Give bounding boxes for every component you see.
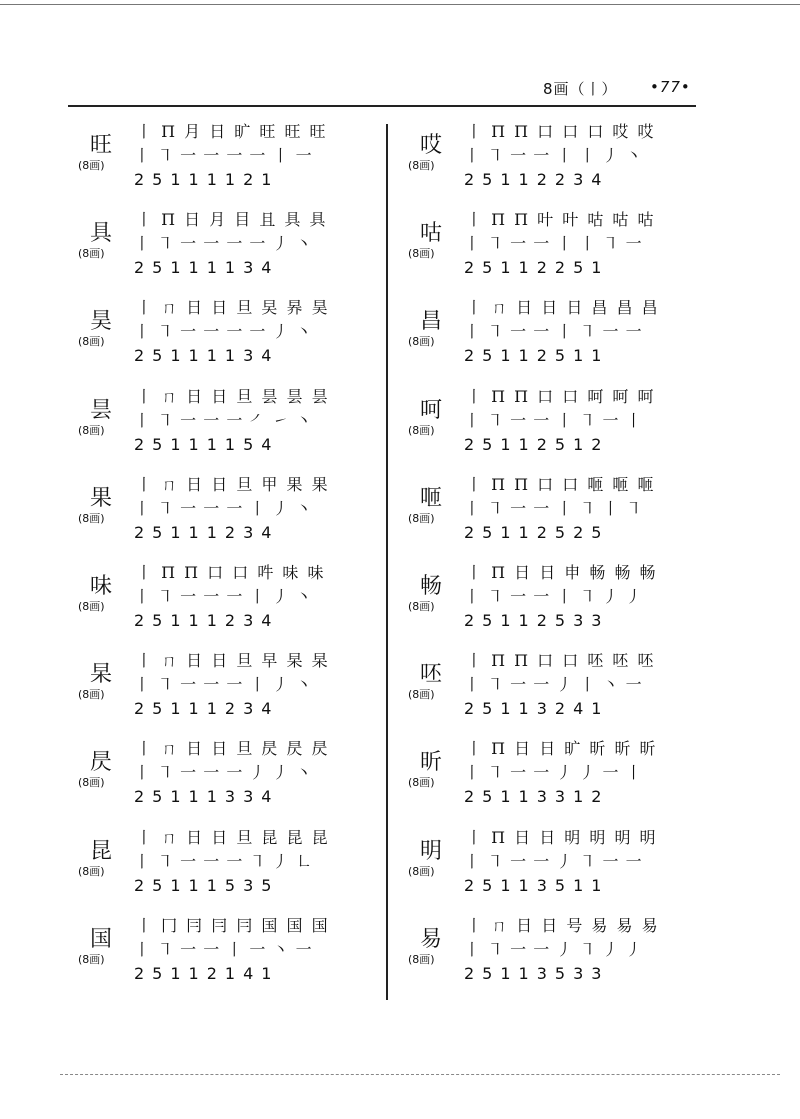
stroke-count-note: (8画): [78, 159, 105, 172]
entry-character: 昃: [90, 750, 113, 776]
stroke-numbers: 25111121: [134, 170, 280, 189]
character-entry: [408, 737, 738, 821]
character-entry: [408, 208, 738, 292]
character-entry: [78, 561, 408, 645]
stroke-numbers: 25112533: [464, 611, 610, 630]
stroke-sequence: 丨 П П 口 口 咂 咂 咂: [466, 474, 656, 494]
stroke-shapes: 丨 ㇕ 一 一 丿 ㇕ 一 一: [464, 851, 643, 871]
entry-character: 具: [90, 221, 113, 247]
stroke-shapes: 丨 ㇕ 一 一 丿 丨 丶 一: [464, 675, 643, 695]
stroke-shapes: 丨 ㇕ 一 一 丨 一 丶 一: [134, 939, 313, 959]
stroke-numbers: 25112234: [464, 170, 610, 189]
stroke-count-note: (8画): [78, 776, 105, 790]
character-entry: [78, 649, 408, 733]
entry-character: 哎: [420, 133, 443, 158]
entry-character: 咂: [420, 485, 443, 511]
stroke-shapes: 丨 ㇕ 一 一 丨 ㇕ 一 一: [464, 322, 643, 342]
character-entry: [408, 473, 738, 557]
stroke-numbers: 25111154: [134, 434, 280, 454]
entry-character: 昆: [90, 838, 113, 864]
stroke-shapes: 丨 ㇕ 一 一 一 丨 丿 丶: [134, 587, 313, 606]
stroke-sequence: 丨 П 日 日 明 明 明 明: [466, 827, 658, 847]
stroke-shapes: 丨 ㇕ 一 一 一 丿 丿 丶: [134, 763, 313, 783]
stroke-sequence: 丨 ㄇ 日 日 旦 昃 昃 昃: [136, 739, 330, 759]
entry-character: 果: [90, 485, 113, 511]
entry-character: 明: [420, 838, 443, 864]
stroke-numbers: 25111134: [134, 346, 280, 366]
entry-character: 呵: [420, 397, 443, 423]
stroke-count-note: (8画): [408, 688, 435, 702]
stroke-count-note: (8画): [78, 335, 105, 349]
header-rule: [68, 105, 696, 107]
stroke-sequence: 丨 ㄇ 日 日 旦 昆 昆 昆: [136, 827, 330, 847]
stroke-shapes: 丨 ㇕ 一 一 一 一 丿 丶: [134, 234, 313, 254]
stroke-numbers: 25112251: [464, 258, 610, 278]
stroke-shapes: 丨 ㇕ 一 一 一 ㇒ ㇀ 丶: [134, 410, 313, 430]
entry-character: 杲: [90, 662, 113, 688]
stroke-numbers: 25112511: [464, 346, 610, 366]
stroke-shapes: 丨 ㇕ 一 一 丨 丨 ㇕ 一: [464, 234, 643, 254]
stroke-count-note: (8画): [408, 952, 435, 966]
stroke-shapes: 丨 ㇕ 一 一 一 ㇕ 丿 ㇗: [134, 851, 313, 871]
stroke-sequence: 丨 П П 口 口 口 哎 哎: [466, 122, 656, 141]
stroke-numbers: 25112141: [134, 963, 280, 983]
stroke-shapes: 丨 ㇕ 一 一 丿 ㇕ 丿 丿: [464, 939, 643, 959]
stroke-sequence: 丨 П П 口 口 呵 呵 呵: [466, 386, 656, 406]
stroke-count-note: (8画): [78, 247, 105, 261]
stroke-count-note: (8画): [408, 159, 435, 172]
stroke-shapes: 丨 ㇕ 一 一 丿 丿 一 丨: [464, 763, 643, 783]
stroke-count-note: (8画): [408, 423, 435, 437]
stroke-numbers: 25113511: [464, 875, 610, 895]
stroke-sequence: 丨 冂 冃 冃 冃 国 国 国: [136, 915, 330, 935]
stroke-sequence: 丨 П П 口 口 呸 呸 呸: [466, 651, 656, 671]
stroke-numbers: 25112512: [464, 434, 610, 454]
stroke-count-note: (8画): [78, 688, 105, 702]
stroke-count-note: (8画): [408, 247, 435, 261]
page-number: •77•: [650, 78, 691, 96]
stroke-shapes: 丨 ㇕ 一 一 丨 丨 丿 丶: [464, 146, 643, 165]
bottom-dashed-line: [60, 1074, 780, 1075]
entry-character: 昌: [420, 309, 443, 335]
stroke-numbers: 25111334: [134, 787, 280, 807]
stroke-sequence: 丨 ㄇ 日 日 日 昌 昌 昌: [466, 298, 660, 318]
stroke-count-note: (8画): [78, 952, 105, 966]
stroke-count-note: (8画): [408, 864, 435, 878]
entry-character: 呸: [420, 662, 443, 688]
stroke-sequence: 丨 ㄇ 日 日 旦 旲 昦 昊: [136, 298, 330, 318]
stroke-sequence: 丨 ㄇ 日 日 旦 昙 昙 昙: [136, 386, 330, 406]
character-entry: [78, 914, 408, 998]
stroke-count-note: (8画): [408, 511, 435, 525]
stroke-sequence: 丨 ㄇ 日 日 旦 早 杲 杲: [136, 651, 330, 671]
stroke-sequence: 丨 П 月 日 旷 旺 旺 旺: [136, 122, 328, 141]
character-entry: [78, 473, 408, 557]
stroke-numbers: 25111535: [134, 875, 280, 895]
stroke-sequence: 丨 П 日 日 申 畅 畅 畅: [466, 563, 658, 582]
stroke-shapes: 丨 ㇕ 一 一 一 一 丿 丶: [134, 322, 313, 342]
entry-character: 咕: [420, 221, 443, 247]
character-entry: [408, 120, 738, 204]
stroke-numbers: 25111234: [134, 522, 280, 542]
character-entry: [408, 649, 738, 733]
stroke-count-note: (8画): [408, 335, 435, 349]
stroke-count-note: (8画): [78, 423, 105, 437]
stroke-shapes: 丨 ㇕ 一 一 丨 ㇕ 丨 ㇕: [464, 498, 643, 518]
stroke-sequence: 丨 ㄇ 日 日 号 易 易 易: [466, 915, 660, 935]
stroke-shapes: 丨 ㇕ 一 一 一 一 丨 一: [134, 146, 313, 165]
stroke-numbers: 25112525: [464, 522, 610, 542]
stroke-sequence: 丨 П П 叶 叶 咕 咕 咕: [466, 210, 656, 230]
stroke-sequence: 丨 П 日 日 旷 昕 昕 昕: [466, 739, 658, 759]
entry-character: 昕: [420, 750, 443, 776]
entry-character: 国: [90, 926, 113, 952]
stroke-shapes: 丨 ㇕ 一 一 一 丨 丿 丶: [134, 498, 313, 518]
stroke-sequence: 丨 П 日 月 目 且 具 具: [136, 210, 328, 230]
stroke-sequence: 丨 ㄇ 日 日 旦 甲 果 果: [136, 474, 330, 494]
entry-character: 昊: [90, 309, 113, 335]
stroke-numbers: 25113312: [464, 787, 610, 807]
stroke-shapes: 丨 ㇕ 一 一 丨 ㇕ 丿 丿: [464, 587, 643, 606]
stroke-numbers: 25111234: [134, 699, 280, 719]
character-entry: [78, 208, 408, 292]
character-entry: [408, 296, 738, 380]
character-entry: [408, 914, 738, 998]
character-entry: [408, 826, 738, 910]
character-entry: [408, 561, 738, 645]
entry-character: 畅: [420, 574, 443, 599]
character-entry: [78, 120, 408, 204]
stroke-shapes: 丨 ㇕ 一 一 一 丨 丿 丶: [134, 675, 313, 695]
stroke-count-note: (8画): [408, 776, 435, 790]
stroke-numbers: 25111134: [134, 258, 280, 278]
character-entry: [78, 737, 408, 821]
stroke-count-note: (8画): [78, 600, 105, 613]
section-header: 8画（丨）: [543, 80, 618, 98]
stroke-count-note: (8画): [408, 600, 435, 613]
entry-character: 旺: [90, 133, 113, 158]
stroke-numbers: 25113533: [464, 963, 610, 983]
stroke-count-note: (8画): [78, 511, 105, 525]
character-entry: [78, 826, 408, 910]
stroke-count-note: (8画): [78, 864, 105, 878]
entry-character: 味: [90, 574, 113, 599]
stroke-sequence: 丨 П П 口 口 吽 味 味: [136, 563, 326, 582]
stroke-numbers: 25113241: [464, 699, 610, 719]
entry-character: 昙: [90, 397, 113, 423]
top-border-line: [0, 4, 800, 5]
character-entry: [78, 296, 408, 380]
stroke-numbers: 25111234: [134, 611, 280, 630]
stroke-shapes: 丨 ㇕ 一 一 丨 ㇕ 一 丨: [464, 410, 643, 430]
character-entry: [408, 385, 738, 469]
entry-character: 易: [420, 926, 443, 952]
character-entry: [78, 385, 408, 469]
